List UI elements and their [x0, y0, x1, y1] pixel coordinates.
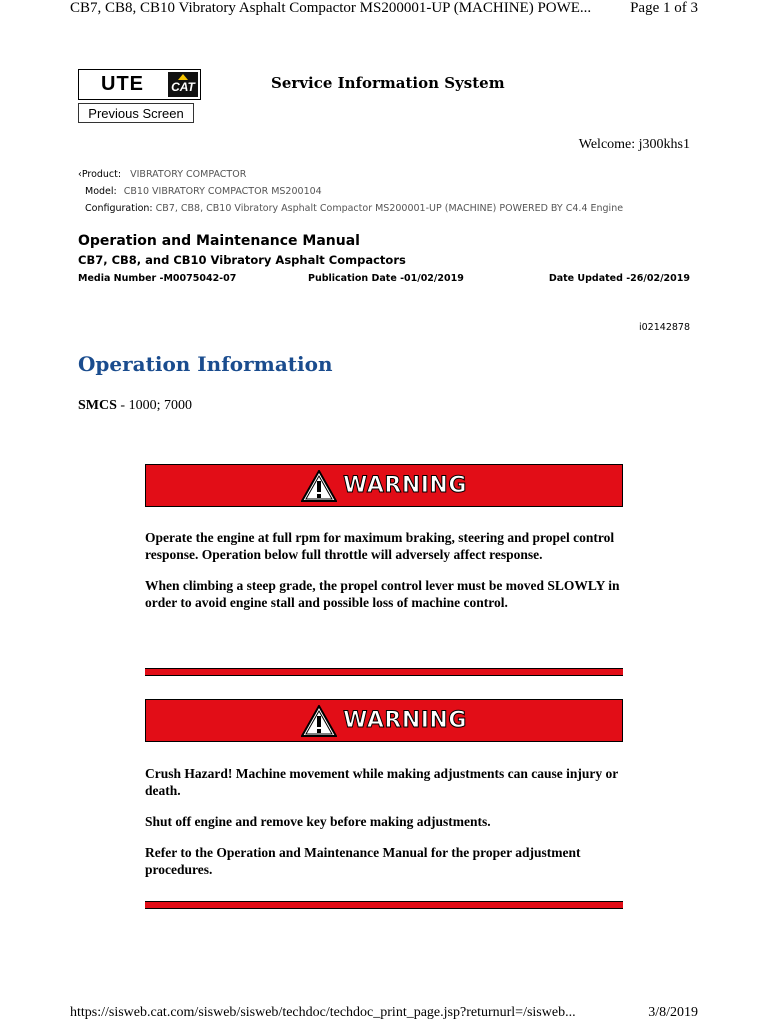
- product-value: VIBRATORY COMPACTOR: [130, 169, 247, 180]
- warning-paragraph: Operate the engine at full rpm for maximum braking, steering and propel control response. Operation below full throttle will adversely affect response.: [145, 530, 615, 562]
- ute-logo-text: UTE: [101, 73, 144, 95]
- warning-label: WARNING: [343, 708, 467, 733]
- configuration-label: Configuration:: [85, 203, 153, 214]
- sis-title: Service Information System: [271, 74, 505, 92]
- warning-text-block: [145, 529, 623, 625]
- product-row: [78, 169, 246, 180]
- section-title: Operation Information: [78, 352, 333, 376]
- cat-logo: [168, 72, 198, 97]
- smcs-line: [78, 398, 192, 414]
- warning-triangle-icon: [301, 470, 337, 502]
- manual-title: Operation and Maintenance Manual: [78, 233, 360, 249]
- model-value: CB10 VIBRATORY COMPACTOR MS200104: [123, 186, 322, 197]
- welcome-text: Welcome: j300khs1: [578, 137, 690, 152]
- warning-paragraph: Shut off engine and remove key before making adjustments.: [145, 814, 491, 829]
- print-header-title: CB7, CB8, CB10 Vibratory Asphalt Compactor MS200001-UP (MACHINE) POWE...: [70, 0, 592, 16]
- print-header-page: Page 1 of 3: [630, 0, 698, 16]
- cat-triangle-icon: [178, 74, 188, 80]
- warning-paragraph: When climbing a steep grade, the propel control lever must be moved SLOWLY in order to avoid engine stall and possible loss of machine control.: [145, 578, 620, 610]
- warning-triangle-icon: [301, 705, 337, 737]
- media-number: Media Number -M0075042-07: [78, 273, 237, 284]
- product-label: Product:: [81, 169, 122, 180]
- publication-date: Publication Date -01/02/2019: [308, 273, 464, 284]
- document-id: i02142878: [639, 322, 690, 333]
- ute-cat-logo: [78, 69, 201, 100]
- configuration-row: [85, 203, 623, 214]
- warning-paragraph: Refer to the Operation and Maintenance Manual for the proper adjustment procedures.: [145, 845, 581, 877]
- warning-divider: [145, 901, 623, 909]
- smcs-value: - 1000; 7000: [116, 398, 192, 413]
- warning-divider: [145, 668, 623, 676]
- cat-logo-text: CAT: [171, 79, 195, 94]
- previous-screen-button[interactable]: Previous Screen: [78, 103, 194, 123]
- warning-label: WARNING: [343, 473, 467, 498]
- warning-text-block: [145, 765, 623, 892]
- footer-url: https://sisweb.cat.com/sisweb/sisweb/techdoc/techdoc_print_page.jsp?returnurl=/sisweb...: [70, 1005, 576, 1020]
- model-label: Model:: [85, 186, 117, 197]
- back-arrow-icon[interactable]: ‹: [78, 169, 82, 180]
- model-row: [85, 186, 322, 197]
- footer-date: 3/8/2019: [648, 1005, 698, 1020]
- configuration-value: CB7, CB8, CB10 Vibratory Asphalt Compactor MS200001-UP (MACHINE) POWERED BY C4.4 Engine: [155, 203, 624, 214]
- manual-subtitle: CB7, CB8, and CB10 Vibratory Asphalt Compactors: [78, 253, 406, 267]
- smcs-label: SMCS: [78, 398, 117, 413]
- warning-banner: [145, 464, 623, 507]
- warning-paragraph: Crush Hazard! Machine movement while making adjustments can cause injury or death.: [145, 766, 618, 798]
- date-updated: Date Updated -26/02/2019: [548, 273, 690, 284]
- warning-banner: [145, 699, 623, 742]
